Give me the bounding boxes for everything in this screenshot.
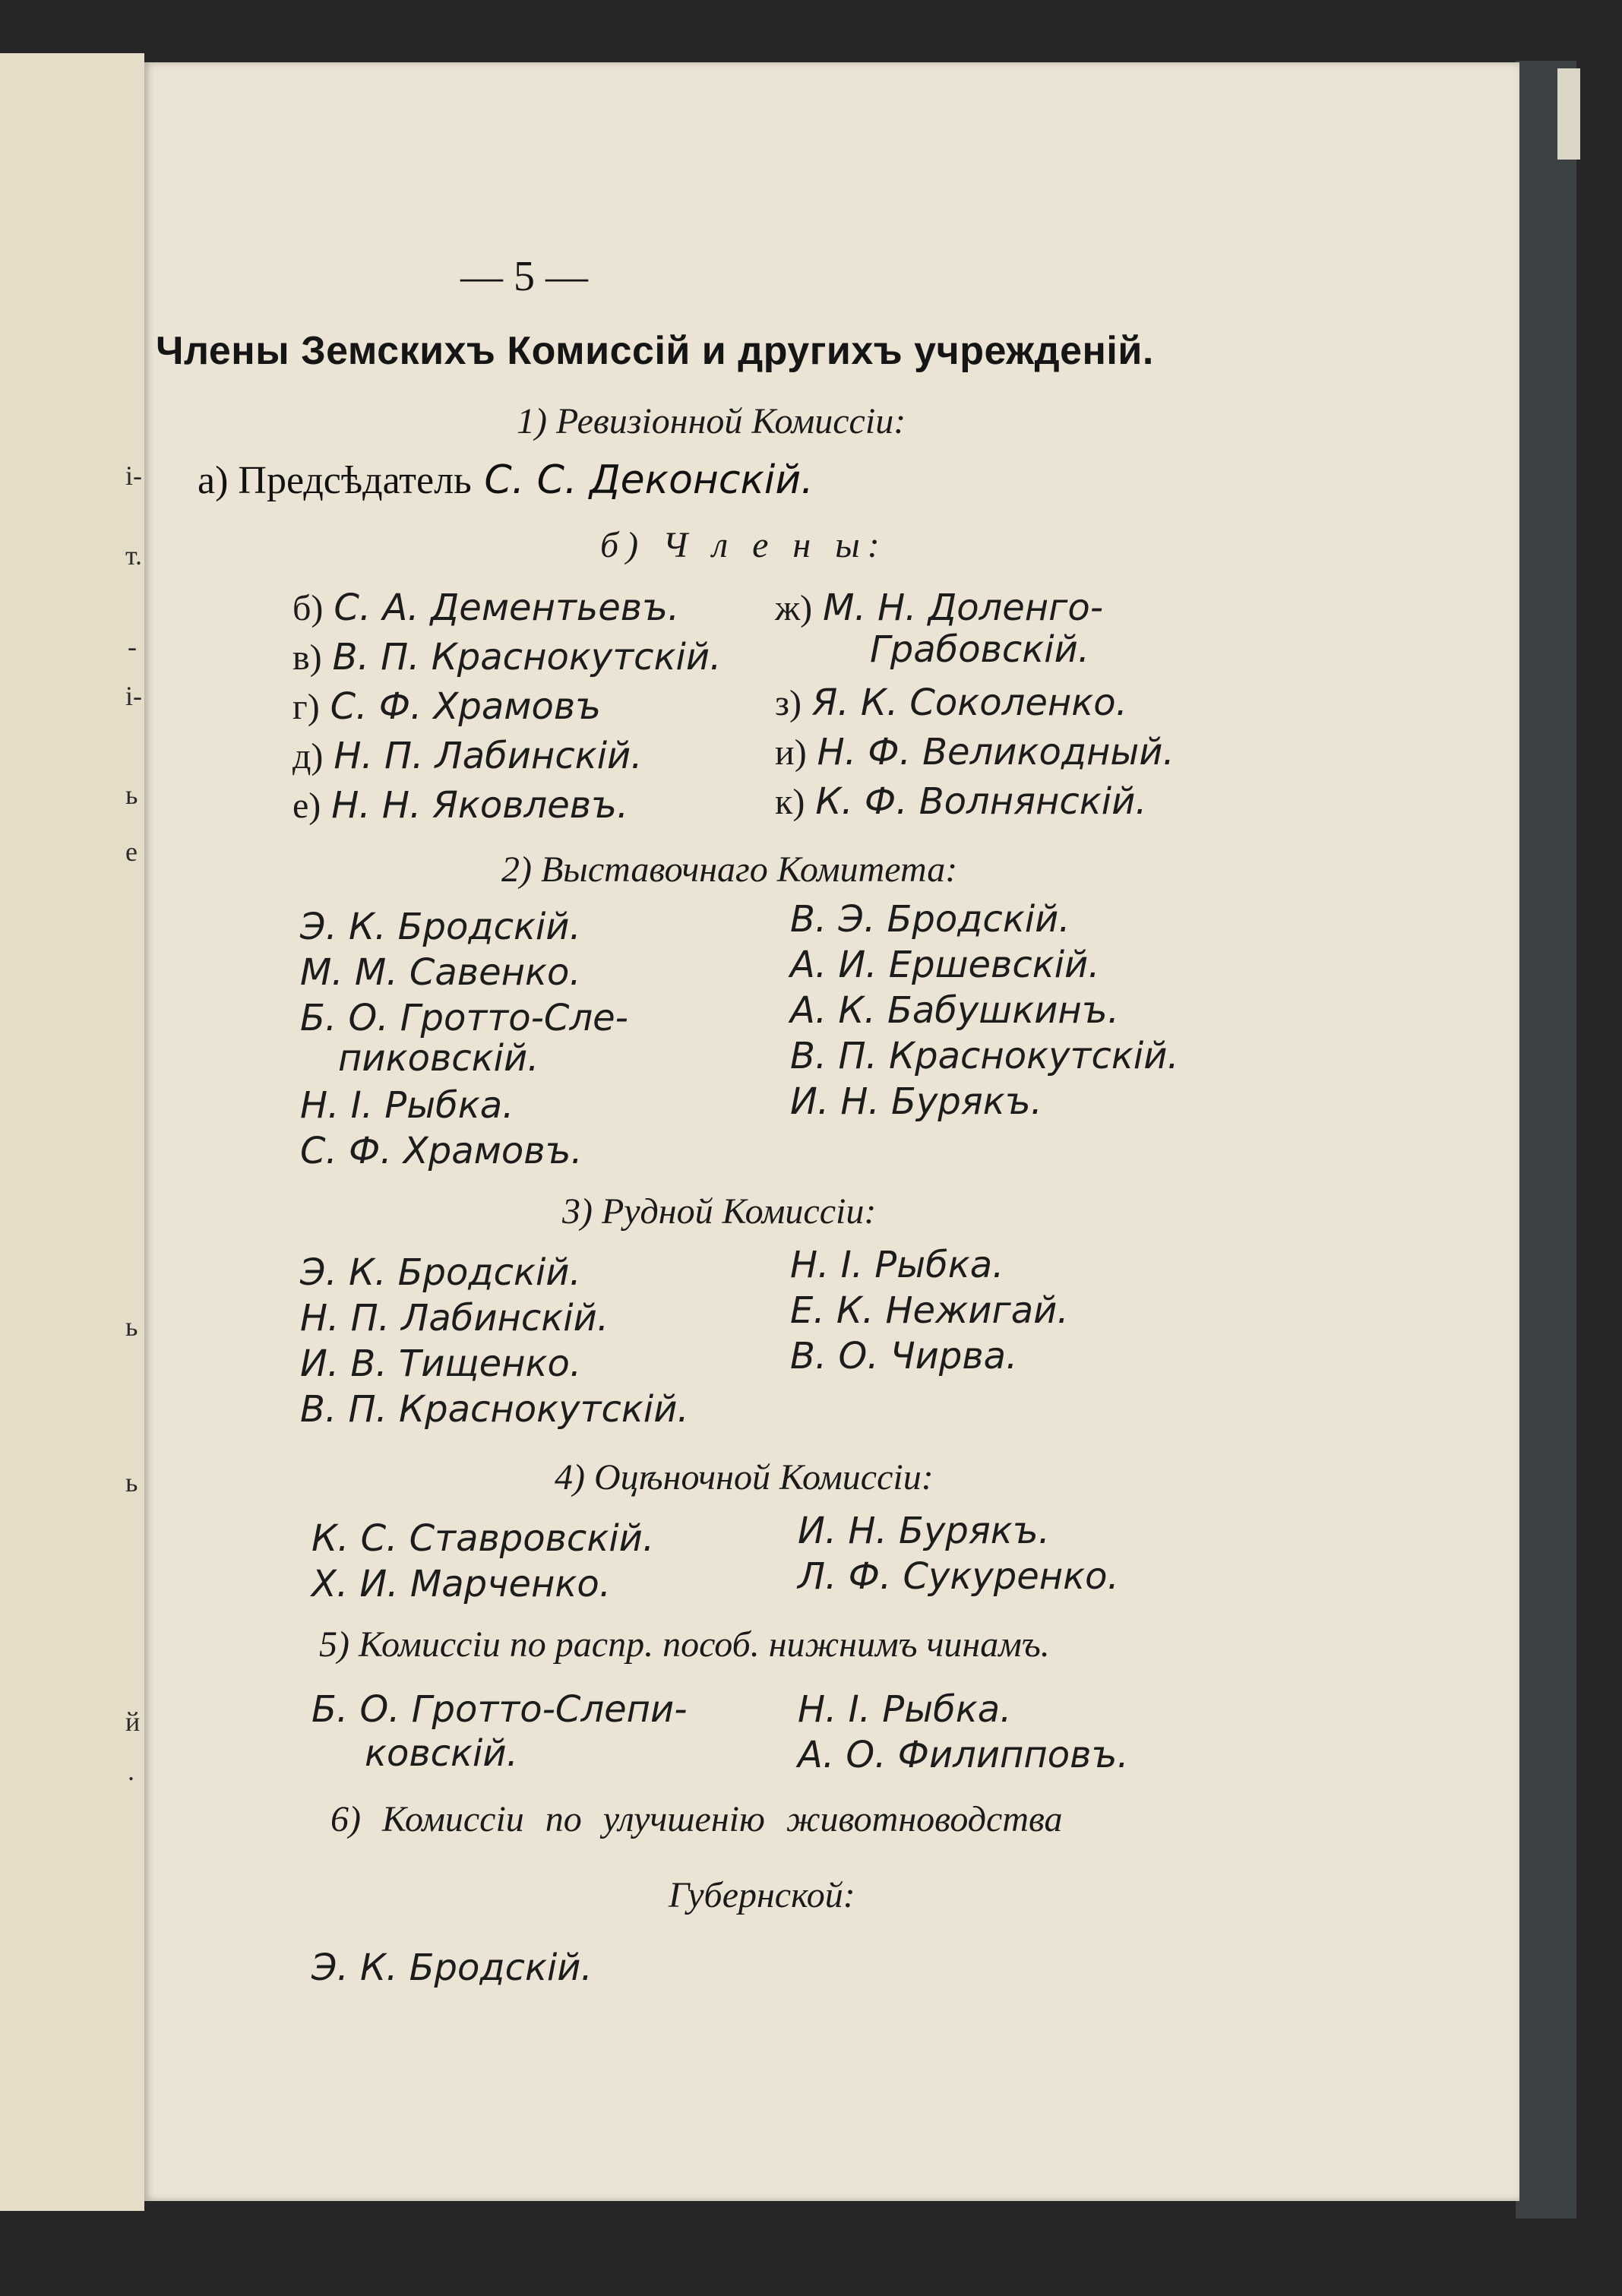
list-item: И. В. Тищенко. — [300, 1342, 582, 1385]
left-page-fragment: т. — [125, 540, 143, 571]
members-heading: б) Ч л е н ы: — [600, 525, 887, 565]
list-item: Н. П. Лабинскій. — [300, 1297, 609, 1339]
left-page-fragment: . — [128, 1756, 134, 1786]
next-page-edge — [1557, 68, 1580, 160]
left-page-edge — [0, 53, 144, 2211]
list-item: б) С. А. Дементьевъ. — [292, 587, 680, 629]
list-item: ж) М. Н. Доленго- — [775, 587, 1104, 629]
section-heading: 1) Ревизіонной Комиссіи: — [517, 401, 906, 441]
list-item: В. П. Краснокутскій. — [790, 1035, 1179, 1077]
list-item: к) К. Ф. Волнянскій. — [775, 780, 1147, 823]
list-item: В. О. Чирва. — [790, 1335, 1018, 1377]
list-item: Х. И. Марченко. — [311, 1563, 612, 1605]
list-item: И. Н. Бурякъ. — [790, 1080, 1042, 1123]
chairman-line — [198, 457, 814, 503]
list-item: Э. К. Бродскій. — [311, 1947, 593, 1989]
left-page-fragment: ь — [125, 780, 138, 810]
section-heading-continued: Губернской: — [669, 1875, 855, 1915]
list-item: Н. І. Рыбка. — [300, 1084, 514, 1127]
list-item: д) Н. П. Лабинскій. — [292, 735, 643, 777]
section-heading: 5) Комиссіи по распр. пособ. нижнимъ чинамъ. — [319, 1624, 1050, 1665]
left-page-fragment: ь — [125, 1467, 138, 1497]
left-page-fragment: ь — [125, 1311, 138, 1342]
list-item: В. Э. Бродскій. — [790, 898, 1070, 941]
list-item: Грабовскій. — [870, 628, 1090, 671]
list-item: Э. К. Бродскій. — [300, 1251, 581, 1294]
list-item: ковскій. — [365, 1732, 518, 1775]
section-heading: 2) Выставочнаго Комитета: — [501, 849, 958, 890]
left-page-fragment: е — [125, 836, 138, 867]
chairman-label: а) Предсѣдатель — [198, 459, 472, 502]
list-item: Н. І. Рыбка. — [790, 1244, 1004, 1286]
list-item: К. С. Ставровскій. — [311, 1517, 655, 1560]
list-item: Э. К. Бродскій. — [300, 906, 581, 948]
list-item: Е. К. Нежигай. — [790, 1289, 1069, 1332]
page-title: Члены Земскихъ Комиссій и другихъ учрежденій. — [156, 329, 1154, 373]
list-item: е) Н. Н. Яковлевъ. — [292, 784, 629, 827]
section-heading: 3) Рудной Комиссіи: — [562, 1191, 877, 1232]
list-item: з) Я. К. Соколенко. — [775, 682, 1127, 724]
left-page-fragment: - — [128, 631, 137, 662]
list-item: и) Н. Ф. Великодный. — [775, 731, 1175, 773]
list-item: С. Ф. Храмовъ. — [300, 1130, 583, 1172]
book-cover-edge — [1516, 61, 1576, 2219]
section-heading: 6) Комиссіи по улучшенію животноводства — [330, 1799, 1063, 1839]
left-page-fragment: і- — [125, 460, 142, 491]
left-page-fragment: й — [125, 1706, 141, 1737]
list-item: В. П. Краснокутскій. — [300, 1388, 689, 1431]
document-page — [144, 62, 1519, 2201]
list-item: И. Н. Бурякъ. — [798, 1510, 1050, 1552]
list-item: Б. О. Гротто-Слепи- — [311, 1688, 688, 1731]
list-item: А. О. Филипповъ. — [798, 1734, 1129, 1776]
list-item: Б. О. Гротто-Сле- — [300, 997, 628, 1039]
list-item: Л. Ф. Сукуренко. — [798, 1555, 1119, 1598]
list-item: М. М. Савенко. — [300, 951, 581, 994]
list-item: г) С. Ф. Храмовъ — [292, 685, 602, 728]
chairman-name: С. С. Деконскій. — [484, 457, 814, 503]
page-number: — 5 — — [460, 253, 588, 300]
list-item: в) В. П. Краснокутскій. — [292, 636, 722, 678]
list-item: А. И. Ершевскій. — [790, 944, 1100, 986]
section-heading: 4) Оцѣночной Комиссіи: — [555, 1457, 934, 1497]
list-item: пиковскій. — [338, 1037, 539, 1080]
list-item: А. К. Бабушкинъ. — [790, 989, 1119, 1032]
list-item: Н. І. Рыбка. — [798, 1688, 1012, 1731]
left-page-fragment: і- — [125, 681, 142, 711]
